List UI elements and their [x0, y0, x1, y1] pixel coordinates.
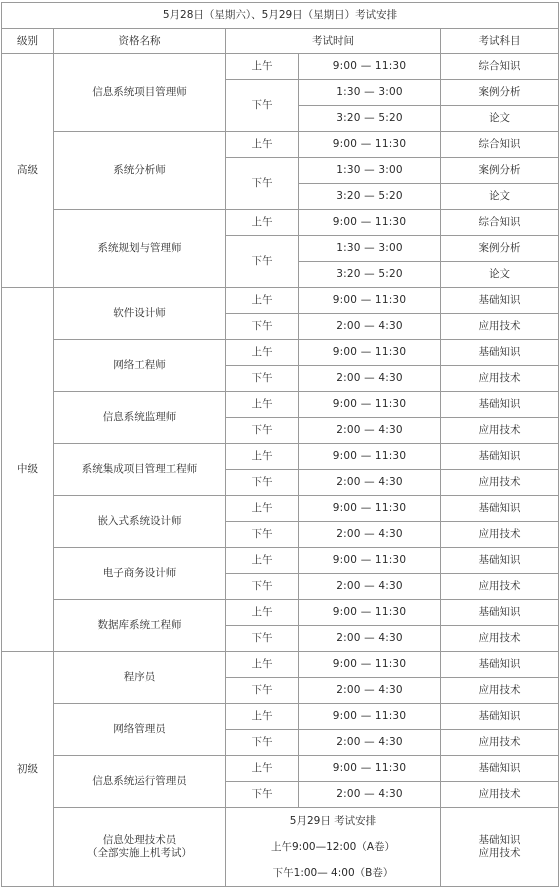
- exam-subject: 应用技术: [441, 626, 559, 652]
- session-period: 下午: [226, 366, 299, 392]
- exam-time: 2:00 — 4:30: [299, 574, 441, 600]
- exam-subject: 基础知识: [441, 496, 559, 522]
- session-period: 下午: [226, 158, 299, 210]
- session-period: 下午: [226, 314, 299, 340]
- exam-time: 9:00 — 11:30: [299, 444, 441, 470]
- table-row: [2, 444, 559, 470]
- session-period: 下午: [226, 730, 299, 756]
- session-period: 上午: [226, 704, 299, 730]
- exam-subject: 应用技术: [441, 366, 559, 392]
- exam-time: 9:00 — 11:30: [299, 600, 441, 626]
- table-row: [2, 132, 559, 158]
- exam-time: 2:00 — 4:30: [299, 470, 441, 496]
- exam-subject: 案例分析: [441, 80, 559, 106]
- schedule-title: 5月28日（星期六）、5月29日（星期日）考试安排: [2, 3, 559, 29]
- session-period: 下午: [226, 80, 299, 132]
- exam-time: 9:00 — 11:30: [299, 496, 441, 522]
- session-period: 上午: [226, 444, 299, 470]
- qualification-name: 网络管理员: [54, 704, 226, 756]
- exam-subject: 应用技术: [441, 418, 559, 444]
- qualification-name: 程序员: [54, 652, 226, 704]
- exam-time: 9:00 — 11:30: [299, 704, 441, 730]
- exam-subject: 基础知识: [441, 756, 559, 782]
- qualification-name: 系统规划与管理师: [54, 210, 226, 288]
- exam-subject: 应用技术: [441, 314, 559, 340]
- header-subject: 考试科目: [441, 29, 559, 54]
- special-exam-time-line: 下午1:00— 4:00（B卷）: [272, 867, 394, 879]
- exam-subject: 应用技术: [441, 470, 559, 496]
- exam-subject: 综合知识: [441, 210, 559, 236]
- qualification-name: 系统分析师: [54, 132, 226, 210]
- qualification-name: 信息系统监理师: [54, 392, 226, 444]
- schedule-body: [2, 3, 559, 887]
- session-period: 下午: [226, 418, 299, 444]
- special-exam-subject: [441, 808, 559, 887]
- session-period: 上午: [226, 756, 299, 782]
- session-period: 下午: [226, 236, 299, 288]
- session-period: 下午: [226, 470, 299, 496]
- exam-time: 9:00 — 11:30: [299, 132, 441, 158]
- qualification-name: 数据库系统工程师: [54, 600, 226, 652]
- exam-subject: 基础知识: [441, 444, 559, 470]
- exam-subject: 基础知识: [441, 652, 559, 678]
- session-period: 下午: [226, 782, 299, 808]
- level-cell: 中级: [2, 288, 54, 652]
- exam-time: 2:00 — 4:30: [299, 366, 441, 392]
- header-row: [2, 29, 559, 54]
- exam-subject: 案例分析: [441, 236, 559, 262]
- exam-subject: 基础知识: [441, 704, 559, 730]
- exam-subject: 基础知识: [441, 548, 559, 574]
- special-qualification-name-line: （全部实施上机考试）: [87, 847, 192, 859]
- session-period: 上午: [226, 392, 299, 418]
- session-period: 上午: [226, 340, 299, 366]
- exam-subject: 基础知识: [441, 340, 559, 366]
- table-row: [2, 704, 559, 730]
- exam-time: 1:30 — 3:00: [299, 80, 441, 106]
- exam-time: 2:00 — 4:30: [299, 626, 441, 652]
- table-row: [2, 288, 559, 314]
- exam-time: 9:00 — 11:30: [299, 756, 441, 782]
- table-row: [2, 652, 559, 678]
- exam-time: 2:00 — 4:30: [299, 522, 441, 548]
- exam-schedule-table: [1, 2, 559, 887]
- session-period: 下午: [226, 626, 299, 652]
- table-row: [2, 54, 559, 80]
- exam-subject: 论文: [441, 184, 559, 210]
- session-period: 上午: [226, 496, 299, 522]
- qualification-name: 电子商务设计师: [54, 548, 226, 600]
- exam-time: 3:20 — 5:20: [299, 184, 441, 210]
- exam-subject: 应用技术: [441, 678, 559, 704]
- special-qualification-name-line: 信息处理技术员: [102, 834, 177, 846]
- exam-time: 9:00 — 11:30: [299, 288, 441, 314]
- exam-time: 2:00 — 4:30: [299, 678, 441, 704]
- exam-subject: 综合知识: [441, 54, 559, 80]
- table-row: [2, 340, 559, 366]
- table-row: [2, 496, 559, 522]
- exam-time: 3:20 — 5:20: [299, 262, 441, 288]
- header-exam-time: 考试时间: [226, 29, 441, 54]
- table-row: [2, 600, 559, 626]
- special-exam-subject-line: 应用技术: [478, 847, 521, 859]
- exam-time: 9:00 — 11:30: [299, 652, 441, 678]
- special-exam-time-line: 上午9:00—12:00（A卷）: [270, 841, 396, 853]
- exam-time: 3:20 — 5:20: [299, 106, 441, 132]
- exam-subject: 应用技术: [441, 522, 559, 548]
- session-period: 下午: [226, 574, 299, 600]
- qualification-name: 网络工程师: [54, 340, 226, 392]
- table-row: [2, 548, 559, 574]
- qualification-name: 软件设计师: [54, 288, 226, 340]
- exam-time: 2:00 — 4:30: [299, 782, 441, 808]
- qualification-name: 信息系统运行管理员: [54, 756, 226, 808]
- exam-time: 1:30 — 3:00: [299, 236, 441, 262]
- session-period: 下午: [226, 678, 299, 704]
- table-row: [2, 756, 559, 782]
- exam-time: 9:00 — 11:30: [299, 392, 441, 418]
- session-period: 上午: [226, 652, 299, 678]
- special-exam-time: [226, 808, 441, 887]
- special-exam-subject-line: 基础知识: [478, 834, 521, 846]
- exam-time: 9:00 — 11:30: [299, 210, 441, 236]
- level-cell: 初级: [2, 652, 54, 887]
- session-period: 上午: [226, 210, 299, 236]
- table-row: [2, 392, 559, 418]
- exam-time: 2:00 — 4:30: [299, 314, 441, 340]
- exam-time: 1:30 — 3:00: [299, 158, 441, 184]
- special-exam-time-line: 5月29日 考试安排: [289, 815, 377, 827]
- exam-subject: 论文: [441, 262, 559, 288]
- session-period: 上午: [226, 600, 299, 626]
- exam-subject: 应用技术: [441, 574, 559, 600]
- exam-time: 9:00 — 11:30: [299, 548, 441, 574]
- exam-subject: 基础知识: [441, 600, 559, 626]
- session-period: 上午: [226, 288, 299, 314]
- session-period: 上午: [226, 132, 299, 158]
- exam-time: 2:00 — 4:30: [299, 418, 441, 444]
- exam-subject: 应用技术: [441, 730, 559, 756]
- exam-time: 9:00 — 11:30: [299, 54, 441, 80]
- level-cell: 高级: [2, 54, 54, 288]
- qualification-name: 系统集成项目管理工程师: [54, 444, 226, 496]
- exam-subject: 综合知识: [441, 132, 559, 158]
- header-level: 级别: [2, 29, 54, 54]
- table-row: [2, 808, 559, 887]
- exam-subject: 论文: [441, 106, 559, 132]
- table-row: [2, 210, 559, 236]
- qualification-name: 信息系统项目管理师: [54, 54, 226, 132]
- title-row: [2, 3, 559, 29]
- exam-subject: 基础知识: [441, 288, 559, 314]
- exam-time: 9:00 — 11:30: [299, 340, 441, 366]
- session-period: 下午: [226, 522, 299, 548]
- exam-subject: 案例分析: [441, 158, 559, 184]
- exam-subject: 基础知识: [441, 392, 559, 418]
- qualification-name: 嵌入式系统设计师: [54, 496, 226, 548]
- session-period: 上午: [226, 54, 299, 80]
- special-qualification-name: [54, 808, 226, 887]
- session-period: 上午: [226, 548, 299, 574]
- exam-time: 2:00 — 4:30: [299, 730, 441, 756]
- exam-subject: 应用技术: [441, 782, 559, 808]
- header-qualification: 资格名称: [54, 29, 226, 54]
